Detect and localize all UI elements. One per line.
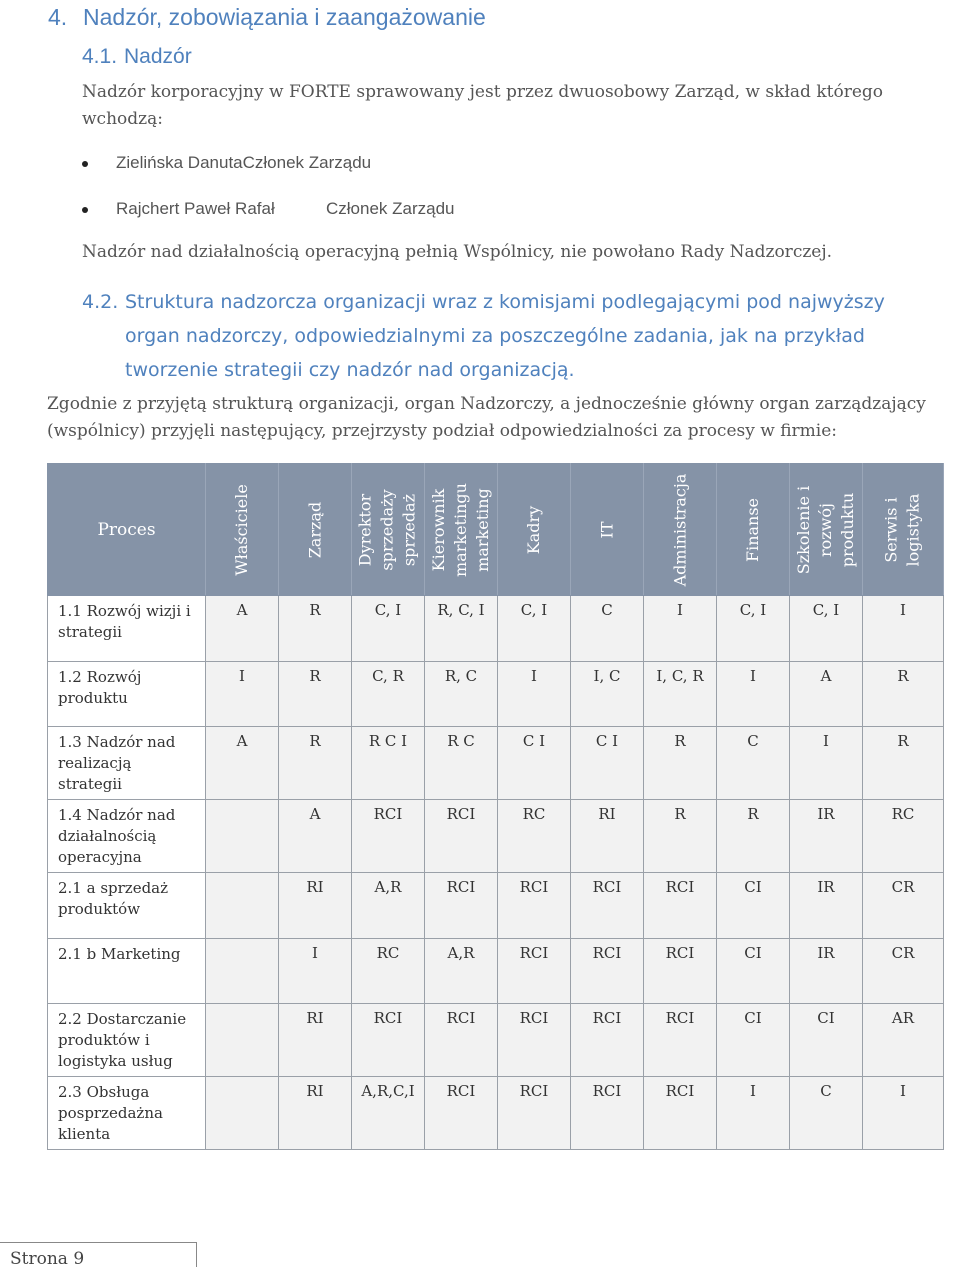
process-cell-line: posprzedażna bbox=[58, 1104, 163, 1122]
subsection2-title-line: organ nadzorczy, odpowiedzialnymi za poszczególne zadania, jak na przykład bbox=[125, 325, 865, 347]
subsection2-title-line: Struktura nadzorcza organizacji wraz z komisjami podlegającymi pod najwyższy bbox=[125, 291, 885, 313]
raci-cell: C, R bbox=[352, 662, 425, 727]
process-cell-line: 2.3 Obsługa bbox=[58, 1083, 150, 1101]
raci-cell: RCI bbox=[425, 800, 498, 873]
raci-cell: I bbox=[644, 596, 717, 662]
process-cell-line: strategii bbox=[58, 623, 122, 641]
process-cell bbox=[48, 873, 206, 939]
page-number: Strona 9 bbox=[10, 1249, 85, 1269]
column-header-line: Dyrektor bbox=[356, 493, 375, 566]
raci-cell: RC bbox=[352, 939, 425, 1004]
raci-cell: RCI bbox=[352, 1004, 425, 1077]
member-name: Zielińska DanutaCzłonek Zarządu bbox=[116, 153, 372, 172]
raci-cell: RI bbox=[279, 1004, 352, 1077]
raci-cell: I bbox=[717, 662, 790, 727]
raci-cell: RCI bbox=[644, 1077, 717, 1150]
raci-cell: C, I bbox=[498, 596, 571, 662]
column-header-line: Serwis i bbox=[882, 496, 901, 563]
structure-paragraph-line2: (wspólnicy) przyjęli następujący, przejrzysty podział odpowiedzialności za procesy w firmie: bbox=[47, 421, 838, 441]
column-header-wrap bbox=[863, 464, 943, 595]
raci-cell: I, C bbox=[571, 662, 644, 727]
raci-cell: A bbox=[206, 727, 279, 800]
footer-divider bbox=[0, 1242, 196, 1243]
column-header bbox=[790, 464, 863, 596]
raci-cell bbox=[206, 1004, 279, 1077]
column-header-label bbox=[742, 497, 764, 561]
process-cell-line: 1.1 Rozwój wizji i bbox=[58, 602, 191, 620]
raci-cell: RC bbox=[863, 800, 944, 873]
process-cell bbox=[48, 939, 206, 1004]
raci-cell: CI bbox=[717, 939, 790, 1004]
raci-cell: CI bbox=[790, 1004, 863, 1077]
column-header-label bbox=[304, 501, 326, 558]
raci-cell: RC bbox=[498, 800, 571, 873]
table-row bbox=[48, 800, 944, 873]
column-header-line: logistyka bbox=[904, 492, 923, 567]
member-role: Członek Zarządu bbox=[326, 199, 455, 218]
raci-cell: R bbox=[279, 662, 352, 727]
raci-cell: RCI bbox=[425, 1077, 498, 1150]
raci-cell: I bbox=[863, 1077, 944, 1150]
column-header-label bbox=[793, 485, 859, 573]
raci-cell: R bbox=[279, 596, 352, 662]
process-cell-line: klienta bbox=[58, 1125, 111, 1143]
column-header-line: Kadry bbox=[523, 505, 543, 554]
column-header-label bbox=[596, 521, 618, 538]
raci-cell: IR bbox=[790, 800, 863, 873]
raci-cell: A bbox=[790, 662, 863, 727]
member-name: Rajchert Paweł Rafał bbox=[116, 199, 275, 218]
column-header-wrap bbox=[425, 464, 497, 595]
raci-cell: I, C, R bbox=[644, 662, 717, 727]
column-header-label bbox=[881, 493, 925, 566]
section-heading bbox=[48, 4, 486, 31]
raci-cell: I bbox=[498, 662, 571, 727]
intro-paragraph-line1: Nadzór korporacyjny w FORTE sprawowany jest przez dwuosobowy Zarząd, w skład którego bbox=[82, 82, 884, 102]
column-header-line: Kierownik bbox=[429, 488, 449, 571]
column-header-line: Administracja bbox=[670, 473, 690, 586]
raci-cell: C, I bbox=[352, 596, 425, 662]
table-row bbox=[48, 873, 944, 939]
raci-cell: R bbox=[644, 800, 717, 873]
raci-cell: R C I bbox=[352, 727, 425, 800]
subsection2-title-line: tworzenie strategii czy nadzór nad organizacją. bbox=[125, 359, 575, 381]
raci-cell: I bbox=[717, 1077, 790, 1150]
process-cell-line: realizacją bbox=[58, 754, 132, 772]
raci-cell: RI bbox=[279, 873, 352, 939]
table-row bbox=[48, 596, 944, 662]
process-cell-line: produktu bbox=[58, 689, 128, 707]
column-header-wrap bbox=[790, 464, 862, 595]
raci-cell bbox=[206, 1077, 279, 1150]
raci-cell: RCI bbox=[644, 873, 717, 939]
raci-cell: C, I bbox=[717, 596, 790, 662]
subsection-heading bbox=[82, 45, 192, 69]
column-header-line: marketing bbox=[473, 487, 493, 572]
column-header-label bbox=[523, 505, 545, 553]
footer-divider-vertical bbox=[196, 1242, 197, 1267]
structure-paragraph-line1: Zgodnie z przyjętą strukturą organizacji, organ Nadzorczy, a jednocześnie główny organ zarządzający bbox=[47, 394, 926, 414]
column-header-proces: Proces bbox=[48, 464, 206, 596]
raci-cell: RCI bbox=[498, 1077, 571, 1150]
column-header-wrap bbox=[717, 464, 789, 595]
raci-cell: RI bbox=[279, 1077, 352, 1150]
raci-cell: RCI bbox=[644, 1004, 717, 1077]
column-header-line: produktu bbox=[838, 492, 857, 567]
bullet-icon bbox=[82, 207, 88, 213]
column-header-line: Zarząd bbox=[304, 501, 324, 558]
raci-cell: C bbox=[790, 1077, 863, 1150]
subsection-number: 4.1. bbox=[82, 45, 118, 68]
column-header bbox=[644, 464, 717, 596]
process-cell-line: 1.4 Nadzór nad bbox=[58, 806, 176, 824]
raci-cell: RCI bbox=[571, 1077, 644, 1150]
column-header-wrap bbox=[644, 464, 716, 595]
process-cell-line: 2.1 a sprzedaż bbox=[58, 879, 169, 897]
raci-cell: R bbox=[863, 727, 944, 800]
raci-cell: CR bbox=[863, 939, 944, 1004]
raci-cell: RCI bbox=[498, 1004, 571, 1077]
raci-cell: AR bbox=[863, 1004, 944, 1077]
raci-cell: RCI bbox=[498, 873, 571, 939]
raci-cell bbox=[206, 800, 279, 873]
intro-paragraph-line2: wchodzą: bbox=[82, 109, 163, 129]
bullet-icon bbox=[82, 161, 88, 167]
responsibility-table bbox=[47, 463, 944, 1150]
raci-cell: C I bbox=[498, 727, 571, 800]
column-header bbox=[498, 464, 571, 596]
process-cell-line: działalnością bbox=[58, 827, 157, 845]
raci-cell: RCI bbox=[571, 1004, 644, 1077]
raci-cell: CR bbox=[863, 873, 944, 939]
table-row bbox=[48, 1077, 944, 1150]
table-header-row bbox=[48, 464, 944, 596]
column-header-label bbox=[428, 483, 494, 577]
raci-cell: R bbox=[644, 727, 717, 800]
process-cell bbox=[48, 662, 206, 727]
raci-cell bbox=[206, 939, 279, 1004]
raci-cell: I bbox=[863, 596, 944, 662]
process-cell bbox=[48, 596, 206, 662]
column-header-line: sprzedaż bbox=[400, 493, 419, 566]
process-cell-line: operacyjna bbox=[58, 848, 142, 866]
subsection2-title bbox=[125, 285, 925, 387]
column-header-label bbox=[231, 484, 253, 576]
column-header-wrap bbox=[279, 464, 351, 595]
table-row bbox=[48, 727, 944, 800]
column-header-wrap bbox=[206, 464, 278, 595]
column-header bbox=[571, 464, 644, 596]
table-body bbox=[48, 596, 944, 1150]
process-cell-line: 2.2 Dostarczanie bbox=[58, 1010, 187, 1028]
raci-cell: A bbox=[279, 800, 352, 873]
process-cell bbox=[48, 1004, 206, 1077]
raci-cell: CI bbox=[717, 873, 790, 939]
raci-cell: RCI bbox=[498, 939, 571, 1004]
raci-cell: A bbox=[206, 596, 279, 662]
raci-cell: R bbox=[863, 662, 944, 727]
raci-cell: RCI bbox=[425, 873, 498, 939]
column-header-wrap bbox=[498, 464, 570, 595]
column-header-line: Właściciele bbox=[232, 483, 251, 576]
column-header bbox=[352, 464, 425, 596]
raci-cell: C I bbox=[571, 727, 644, 800]
table-row bbox=[48, 1004, 944, 1077]
raci-cell: IR bbox=[790, 873, 863, 939]
column-header bbox=[425, 464, 498, 596]
raci-cell: R C bbox=[425, 727, 498, 800]
column-header-line: Szkolenie i bbox=[794, 485, 813, 574]
process-cell-line: logistyka usług bbox=[58, 1052, 173, 1070]
raci-cell: A,R,C,I bbox=[352, 1077, 425, 1150]
raci-cell: A,R bbox=[425, 939, 498, 1004]
section-title: Nadzór, zobowiązania i zaangażowanie bbox=[83, 4, 486, 30]
column-header bbox=[863, 464, 944, 596]
raci-cell: A,R bbox=[352, 873, 425, 939]
raci-cell: C, I bbox=[790, 596, 863, 662]
process-cell-line: produktów i bbox=[58, 1031, 150, 1049]
column-header bbox=[206, 464, 279, 596]
column-header-label bbox=[669, 473, 691, 586]
raci-cell: CI bbox=[717, 1004, 790, 1077]
raci-cell: RCI bbox=[644, 939, 717, 1004]
raci-cell: R, C bbox=[425, 662, 498, 727]
raci-cell: R, C, I bbox=[425, 596, 498, 662]
section-number: 4. bbox=[48, 4, 68, 30]
raci-cell: I bbox=[206, 662, 279, 727]
process-cell-line: strategii bbox=[58, 775, 122, 793]
column-header-wrap bbox=[352, 464, 424, 595]
column-header-line: sprzedaży bbox=[378, 488, 397, 571]
column-header-line: Finanse bbox=[742, 497, 762, 562]
raci-cell: RI bbox=[571, 800, 644, 873]
process-cell bbox=[48, 727, 206, 800]
column-header-line: marketingu bbox=[451, 482, 471, 577]
raci-cell: R bbox=[279, 727, 352, 800]
process-cell bbox=[48, 800, 206, 873]
raci-cell: I bbox=[279, 939, 352, 1004]
table-row bbox=[48, 662, 944, 727]
process-cell bbox=[48, 1077, 206, 1150]
raci-cell: RCI bbox=[571, 873, 644, 939]
raci-cell: C bbox=[717, 727, 790, 800]
column-header-label bbox=[355, 489, 421, 570]
process-cell-line: 1.3 Nadzór nad bbox=[58, 733, 176, 751]
raci-cell: R bbox=[717, 800, 790, 873]
column-header-wrap bbox=[571, 464, 643, 595]
raci-cell: RCI bbox=[352, 800, 425, 873]
operational-note: Nadzór nad działalnością operacyjną pełnią Wspólnicy, nie powołano Rady Nadzorczej. bbox=[82, 242, 833, 262]
raci-cell: RCI bbox=[571, 939, 644, 1004]
raci-cell: I bbox=[790, 727, 863, 800]
raci-cell bbox=[206, 873, 279, 939]
table-row bbox=[48, 939, 944, 1004]
raci-cell: C bbox=[571, 596, 644, 662]
process-cell-line: produktów bbox=[58, 900, 141, 918]
column-header bbox=[279, 464, 352, 596]
raci-cell: IR bbox=[790, 939, 863, 1004]
column-header-line: IT bbox=[597, 521, 616, 538]
subsection-title: Nadzór bbox=[124, 45, 192, 68]
subsection2-number: 4.2. bbox=[82, 291, 119, 313]
column-header bbox=[717, 464, 790, 596]
column-header-line: rozwój bbox=[816, 502, 835, 557]
process-cell-line: 1.2 Rozwój bbox=[58, 668, 142, 686]
raci-cell: RCI bbox=[425, 1004, 498, 1077]
process-cell-line: 2.1 b Marketing bbox=[58, 945, 181, 963]
